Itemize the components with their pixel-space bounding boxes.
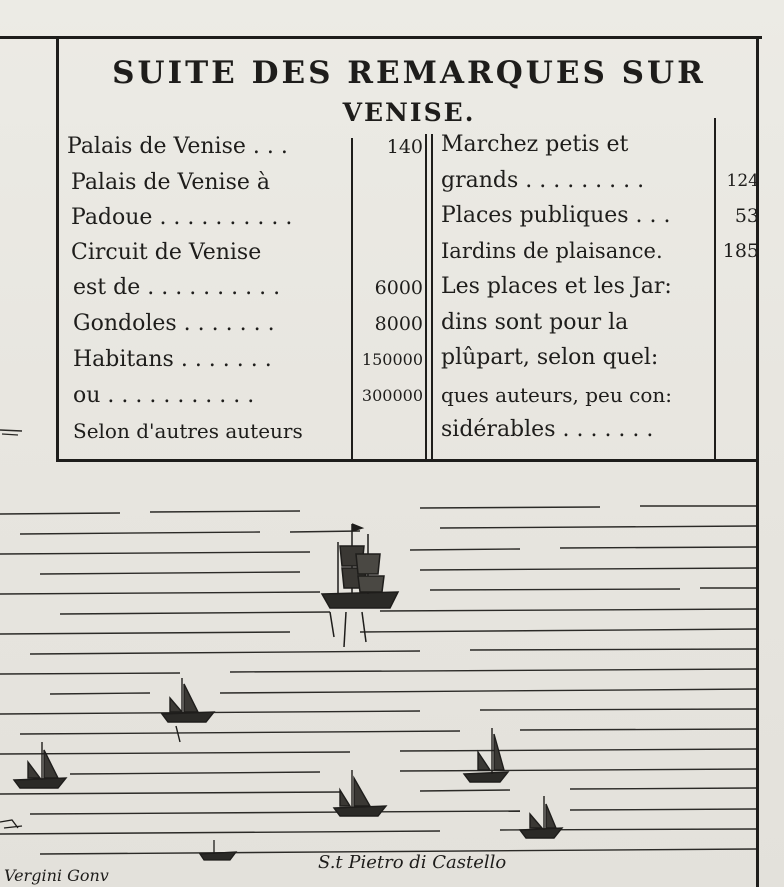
table-heading: SUITE DES REMARQUES SUR xyxy=(112,55,706,91)
right-number-divider xyxy=(714,118,716,460)
right-row-label: Places publiques . . . xyxy=(441,203,671,228)
left-margin-marks xyxy=(0,400,56,460)
center-divider-a xyxy=(425,134,427,460)
right-row-value: 53 xyxy=(734,205,759,227)
right-row-value: 185 xyxy=(722,240,759,262)
sailboat-4 xyxy=(334,770,386,816)
left-row-value: 300000 xyxy=(361,386,423,405)
left-row-label: Circuit de Venise xyxy=(71,240,262,265)
left-row-label: Padoue . . . . . . . . . . xyxy=(71,205,293,230)
left-row-value: 140 xyxy=(386,136,423,158)
left-row-value: 8000 xyxy=(374,313,423,335)
sea-engraving xyxy=(0,462,756,887)
right-row-label: sidérables . . . . . . . xyxy=(441,417,654,442)
right-row-value: 124 xyxy=(726,171,759,191)
left-row-label: ou . . . . . . . . . . . xyxy=(73,383,255,408)
caption-left: Vergini Gonv xyxy=(4,866,109,885)
left-row-label: Selon d'autres auteurs xyxy=(73,419,303,443)
right-row-label: ques auteurs, peu con: xyxy=(441,383,672,407)
left-row-label: Gondoles . . . . . . . xyxy=(73,311,275,336)
table-subheading: VENISE. xyxy=(342,98,476,127)
remarks-table xyxy=(56,38,759,462)
left-row-value: 6000 xyxy=(374,277,423,299)
sailboat-3 xyxy=(464,728,508,782)
right-row-label: Iardins de plaisance. xyxy=(441,239,663,263)
right-row-label: Les places et les Jar: xyxy=(441,274,672,299)
right-row-label: plûpart, selon quel: xyxy=(441,345,659,370)
right-row-label: Marchez petis et xyxy=(441,132,629,157)
large-ship xyxy=(322,524,398,647)
sailboat-5 xyxy=(520,796,562,838)
left-row-label: Habitans . . . . . . . xyxy=(73,347,272,372)
left-row-label: est de . . . . . . . . . . xyxy=(73,275,281,300)
small-skiff xyxy=(200,840,236,860)
left-row-label: Palais de Venise . . . xyxy=(67,134,288,159)
left-row-label: Palais de Venise à xyxy=(71,170,271,195)
left-row-value: 150000 xyxy=(361,350,423,369)
caption-center: S.t Pietro di Castello xyxy=(318,852,507,873)
sailboat-2 xyxy=(14,742,66,788)
right-row-label: grands . . . . . . . . . xyxy=(441,168,645,193)
left-edge-marks xyxy=(0,820,22,828)
center-divider-b xyxy=(431,134,433,460)
right-row-label: dins sont pour la xyxy=(441,310,629,335)
